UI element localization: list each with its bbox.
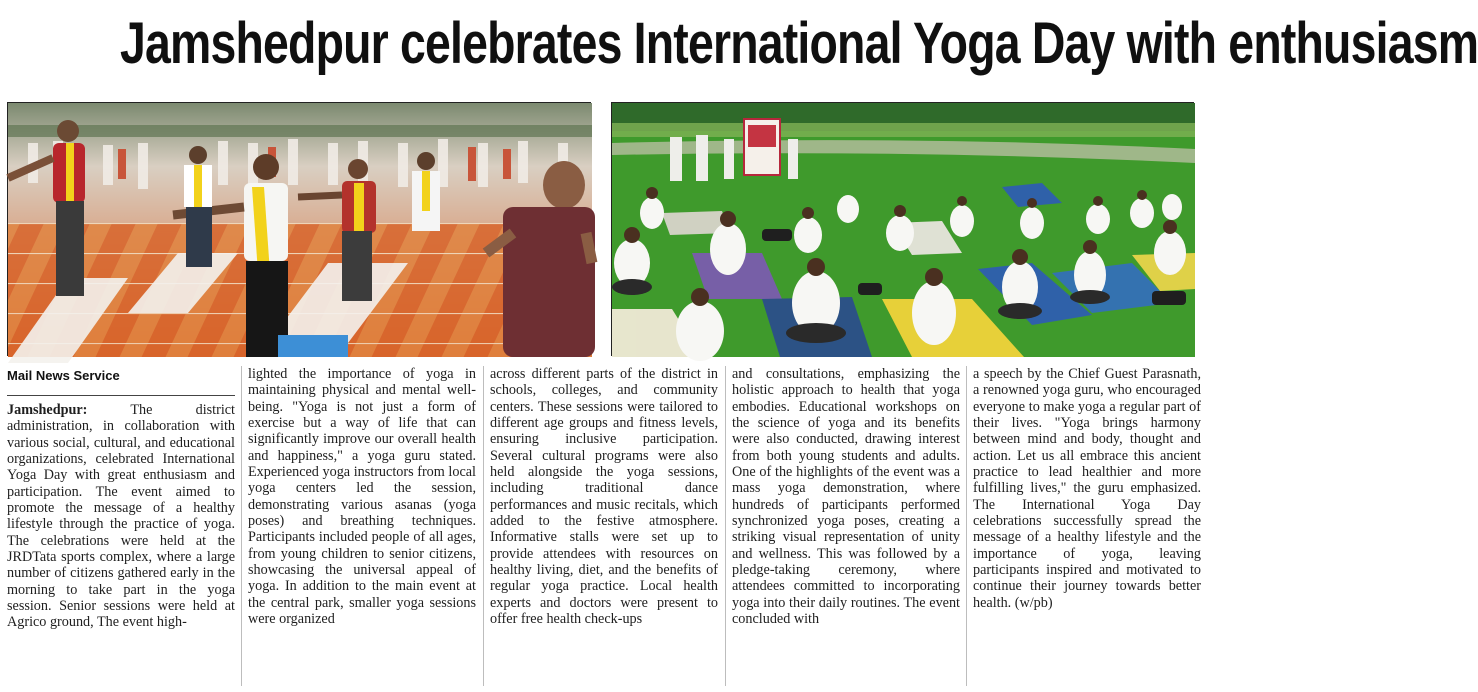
column-text: lighted the importance of yoga in maintaining physical and mental well-being. "Yoga is not just a form of exercise but a way of life that can significantly improve our overall health and happiness," a yoga guru stated. Experienced yoga instructors from local yoga centers led the session, demonstrating various asanas (yoga poses) and breathing techniques. Participants included people of all ages, from young children to senior citizens, showcasing the universal appeal of yoga. In addition to the main event at the central park, smaller yoga sessions were organized bbox=[248, 366, 476, 628]
byline: Mail News Service bbox=[7, 368, 120, 383]
headline: Jamshedpur celebrates International Yoga Day with enthusiasm bbox=[120, 11, 1478, 76]
photo-mass-yoga-illustration bbox=[8, 103, 592, 357]
column-text: a speech by the Chief Guest Parasnath, a renowned yoga guru, who encouraged everyone to make yoga a regular part of their lives. "Yoga brings harmony between mind and body, thought and action. Let us all embrace this ancient practice to lead healthier and more fulfilling lives," the guru emphasized. The International Yoga Day celebrations successfully spread the message of a healthy lifestyle and the importance of yoga, leaving participants inspired and motivated to continue their journey towards better health. (w/pb) bbox=[973, 366, 1201, 611]
column-divider bbox=[241, 366, 242, 686]
column-divider bbox=[725, 366, 726, 686]
article-column-5 bbox=[973, 366, 1201, 611]
column-text: The district administration, in collaboration with various social, cultural, and educational organizations, celebrated International Yoga Day with great enthusiasm and participation. The event aimed to promote the message of a healthy lifestyle through the practice of yoga. The celebrations were held at the JRDTata sports complex, where a large number of citizens gathered early in the morning to take part in the yoga session. Senior sessions were held at Agrico ground, The event high- bbox=[7, 402, 235, 631]
photo-lawn-yoga-session bbox=[611, 102, 1194, 356]
article-column-3 bbox=[490, 366, 718, 628]
article-column-2 bbox=[248, 366, 476, 628]
article-column-1 bbox=[7, 402, 235, 631]
column-text: and consultations, emphasizing the holistic approach to health that yoga embodies. Educational workshops on the science of yoga and its benefits were also conducted, drawing interest from both young students and adults. One of the highlights of the event was a mass yoga demonstration, where hundreds of participants performed synchronized yoga poses, creating a striking visual representation of unity and wellness. This was followed by a pledge-taking ceremony, where attendees committed to incorporating yoga into their daily routines. The event concluded with bbox=[732, 366, 960, 628]
column-divider bbox=[966, 366, 967, 686]
column-text: across different parts of the district in schools, colleges, and community centers. These sessions were tailored to different age groups and fitness levels, ensuring inclusive participation. Several cultural programs were also held alongside the yoga sessions, including traditional dance performances and music recitals, which added to the festive atmosphere. Informative stalls were set up to provide attendees with resources on healthy living, diet, and the benefits of regular yoga practice. Local health experts and doctors were present to offer free health check-ups bbox=[490, 366, 718, 628]
byline-box bbox=[7, 365, 235, 396]
column-divider bbox=[483, 366, 484, 686]
photo-lawn-yoga-illustration bbox=[612, 103, 1195, 357]
article-column-4 bbox=[732, 366, 960, 628]
dateline: Jamshedpur: bbox=[7, 402, 88, 418]
photo-mass-yoga-session bbox=[7, 102, 591, 356]
